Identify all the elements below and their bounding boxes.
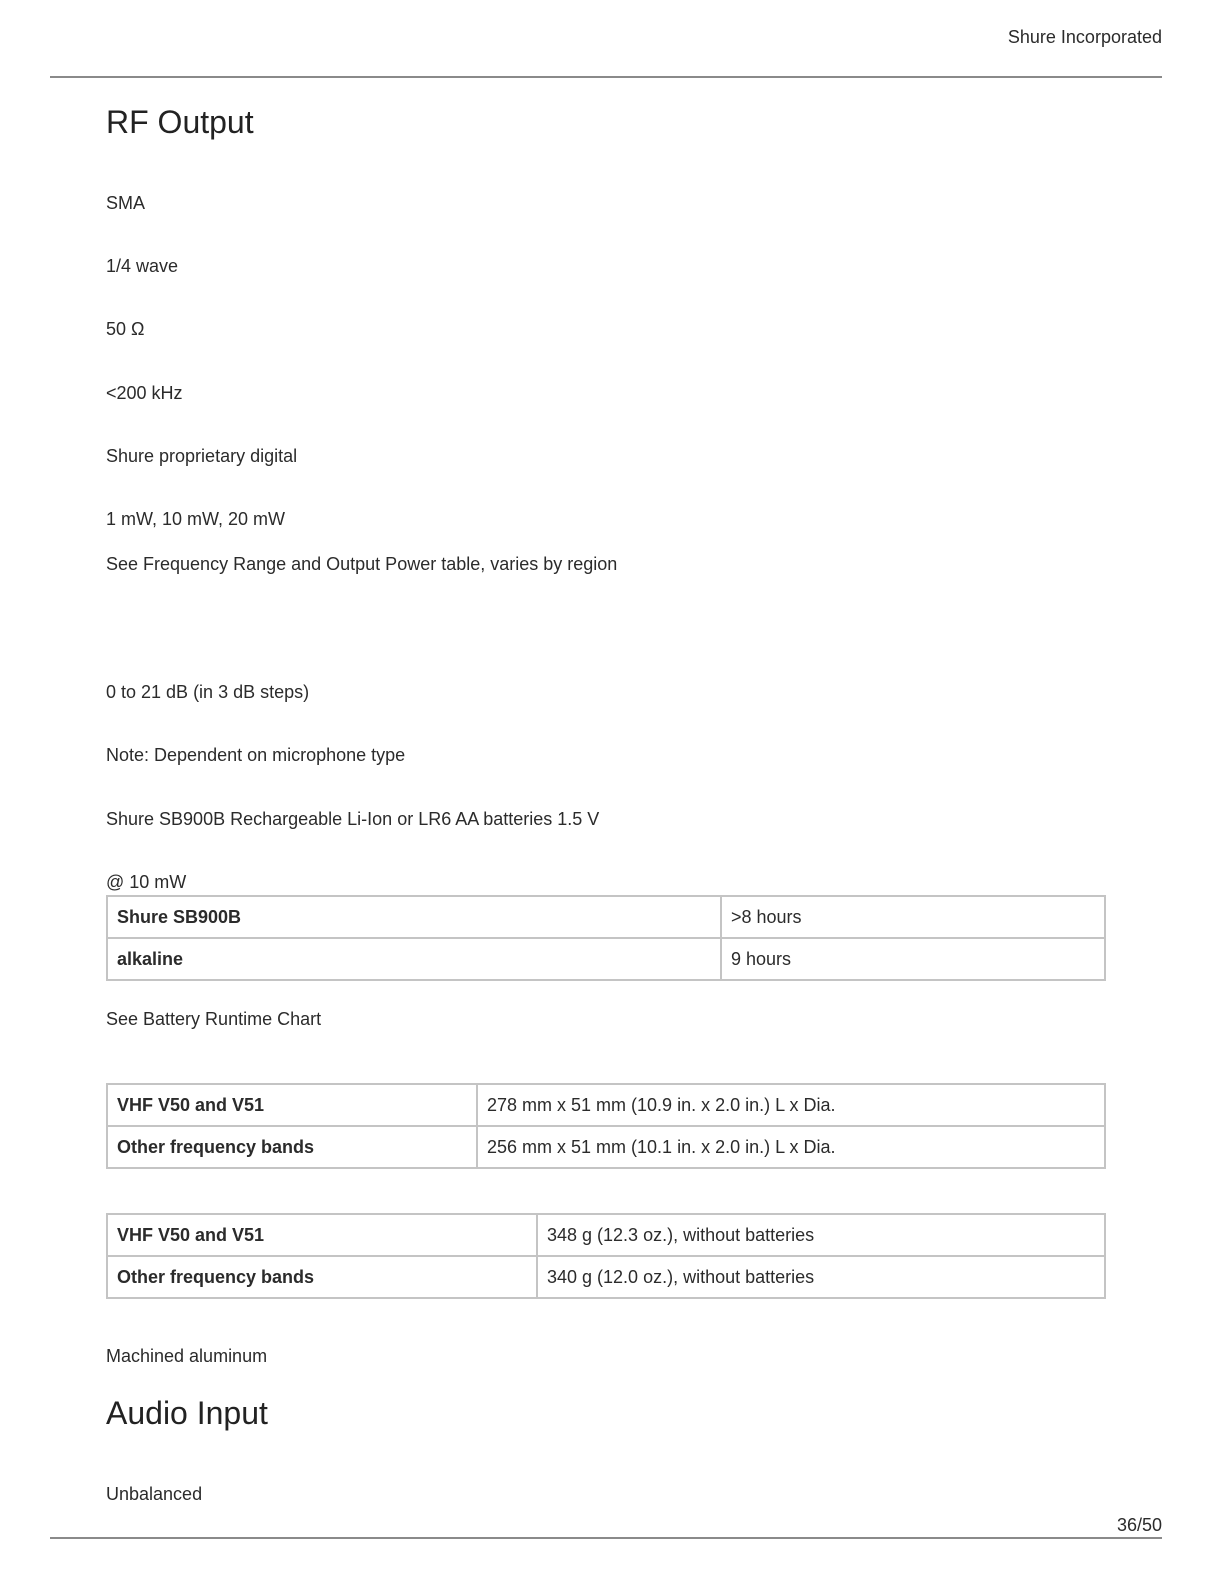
table-row [107,1126,1105,1168]
table-cell-value: 348 g (12.3 oz.), without batteries [537,1214,1105,1256]
antenna-type: 1/4 wave [106,256,179,276]
table-row [107,1214,1105,1256]
table-cell-key: Other frequency bands [107,1256,537,1298]
section-title-rf-output: RF Output [106,104,254,140]
table-cell-value: 340 g (12.0 oz.), without batteries [537,1256,1105,1298]
power-levels: 1 mW, 10 mW, 20 mW [106,509,286,529]
modulation: Shure proprietary digital [106,446,298,466]
table-cell-value: >8 hours [721,896,1105,938]
runtime-table [106,895,1106,981]
dimensions-table [106,1083,1106,1169]
footer-divider [50,1537,1162,1539]
page-number: 36/50 [1116,1515,1162,1535]
power-note: See Frequency Range and Output Power table, varies by region [106,554,618,574]
connector-type: SMA [106,193,146,213]
weight-table [106,1213,1106,1299]
table-cell-value: 9 hours [721,938,1105,980]
table-row [107,1256,1105,1298]
gain-note: Note: Dependent on microphone type [106,745,406,765]
gain-range: 0 to 21 dB (in 3 dB steps) [106,682,310,702]
table-cell-key: alkaline [107,938,721,980]
housing: Machined aluminum [106,1346,268,1366]
batteries: Shure SB900B Rechargeable Li-Ion or LR6 AA batteries 1.5 V [106,809,600,829]
input-configuration: Unbalanced [106,1484,203,1504]
header-divider [50,76,1162,78]
table-cell-key: VHF V50 and V51 [107,1214,537,1256]
runtime-condition: @ 10 mW [106,872,187,892]
runtime-chart-note: See Battery Runtime Chart [106,1009,322,1029]
section-title-audio-input: Audio Input [106,1395,268,1431]
header-company: Shure Incorporated [1007,27,1162,47]
table-row [107,938,1105,980]
bandwidth: <200 kHz [106,383,183,403]
table-cell-value: 278 mm x 51 mm (10.9 in. x 2.0 in.) L x Dia. [477,1084,1105,1126]
table-cell-key: VHF V50 and V51 [107,1084,477,1126]
table-row [107,896,1105,938]
table-cell-value: 256 mm x 51 mm (10.1 in. x 2.0 in.) L x Dia. [477,1126,1105,1168]
table-cell-key: Shure SB900B [107,896,721,938]
impedance: 50 Ω [106,319,145,339]
table-row [107,1084,1105,1126]
table-cell-key: Other frequency bands [107,1126,477,1168]
